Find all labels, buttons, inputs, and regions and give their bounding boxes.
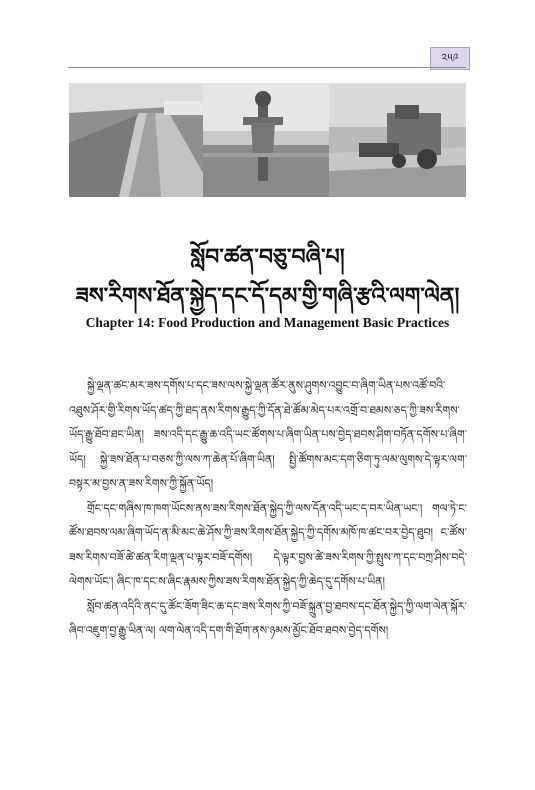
paragraph-3: སློབ་ཚན་འདིའི་ནང་དུ་ཚོང་ཟོག་ཟིང་ཆ་དང་ཟས་རིགས་ཀྱི་བཟོ་སྐྲུན་བྱ་ཐབས་དང་ཐོན་སྐྱེད་ཀྱི་ལག་ལེན་སྐོར་ཞིབ་འཇུག་བྱ་རྒྱུ་ཡིན་ལ། ལག་ལེན་འདི་དག་གི་ཐོག་ནས་ཉམས་མྱོང་ཐོབ་ཐབས་བྱེད་དགོས།	[69, 599, 467, 637]
chapter-title-english: Chapter 14: Food Production and Management Basic Practices	[85, 315, 450, 330]
scarecrow-in-grain-field-icon	[203, 83, 329, 197]
chapter-title-tibetan-line-2: ཟས་རིགས་ཐོན་སྐྱེད་དང་དོ་དམ་གྱི་གཞི་རྩའི་ལག་ལེན།	[75, 284, 460, 309]
header-rule	[68, 67, 466, 68]
paragraph-1: སྐྱེ་ལྡན་ཚང་མར་ཟས་དགོས་པ་དང་ཟས་ལས་སྐྱེ་ལྡན་ཚོར་ནུས་ཤུགས་འབྱུང་བ་ཞིག་ཡིན་པས་འཚོ་བའི་འཐུས་ཤོར་གྱི་རིགས་ཡོད་ཚད་ཀྱི་ཐད་ནས་རིགས་རྒྱུད་ཀྱི་དོན་ཐེ་ཚོམ་མེད་པར་འགྲོ་བ་ཐམས་ཅད་ཀྱི་ཟས་རིགས་ཡོད་རྒྱུ་ཐོབ་ཐང་ཡིན། ཟས་འདི་དང་རྒྱུ་ཆ་འདི་ཡང་ཚོགས་པ་ཞིག་ཡིན་པས་བྱེད་ཐབས་ཤིག་བཏོན་དགོས་པ་ཞིག་ཡོད། སྐྱེ་ཟས་ཐོན་པ་བཅས་ཀྱི་ལས་ཀ་ཆེན་པོ་ཞིག་ཡིན། སྤྱི་ཚོགས་མང་དག་ཅིག་ཏུ་ལམ་ལུགས་དེ་ལྟར་ལག་བསྟར་མ་བྱས་ན་ཟས་རིགས་ཀྱི་སྐྱོན་ཡོད།	[69, 379, 467, 490]
rice-field-plots-icon	[69, 83, 203, 197]
combine-harvester-icon	[329, 83, 466, 197]
page-number: ༢༥༩	[441, 51, 459, 65]
photo-strip	[69, 83, 466, 197]
body-text	[69, 374, 467, 644]
chapter-title-tibetan-line-1: སློབ་ཚན་བཅུ་བཞི་པ།	[190, 245, 345, 270]
paragraph-2: གྲོང་དང་གཞིས་ཁ་ཁག་ཡོངས་ནས་ཟས་རིགས་ཐོན་སྐྱེད་ཀྱི་ལས་དོན་འདི་ཡང་ད་བར་ཡིན་ཡང་། གལ་ཏེ་ང་ཚོས་ཐབས་ལམ་ཞིག་ཡོད་ན་མི་མང་ཆེ་ཤོས་ཀྱི་ཟས་རིགས་ཐོན་སྐྱེད་ཀྱི་དགོས་མཁོ་ཁ་ཚང་བར་བྱེད་ཐུབ། ང་ཚོས་ཟས་རིགས་བཟོ་ཚེ་ཚན་རིག་ལྡན་པ་ལྟར་བཟོ་དགོས། དེ་ལྟར་བྱས་ཚེ་ཟས་རིགས་ཀྱི་སྤུས་ཀ་དང་བཀྲ་ཤིས་བདེ་ལེགས་ཡོང་། ཞིང་ཁ་དང་ས་ཞིང་རྣམས་ཀྱིས་ཟས་རིགས་ཐོན་སྐྱེད་ཀྱི་ཆེད་དུ་དགོས་པ་ཡིན།	[69, 501, 467, 588]
